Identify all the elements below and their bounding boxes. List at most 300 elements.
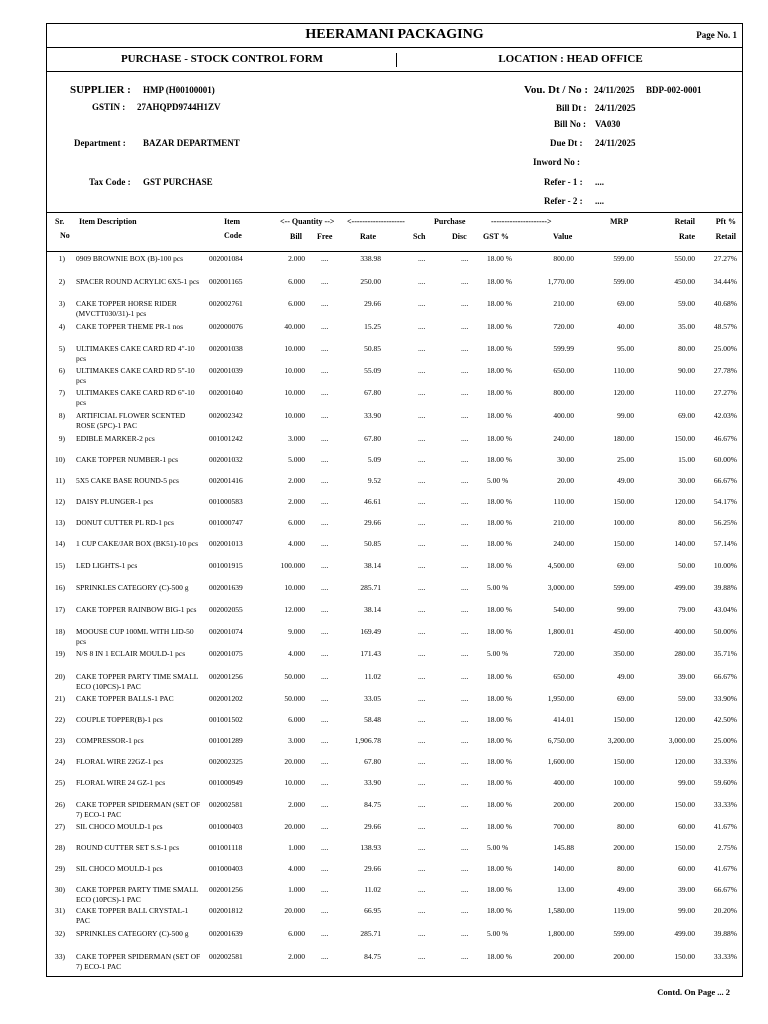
row-item-code: 002001039 (209, 366, 243, 375)
row-disc: .... (461, 800, 469, 809)
row-sch: .... (418, 411, 426, 420)
row-value: 1,950.00 (547, 694, 574, 703)
row-retail-rate: 550.00 (674, 254, 695, 263)
row-sch: .... (418, 476, 426, 485)
row-disc: .... (461, 322, 469, 331)
row-rate: 250.00 (360, 277, 381, 286)
row-sr: 4) (58, 322, 65, 331)
row-pft: 41.67% (713, 822, 737, 831)
row-disc: .... (461, 254, 469, 263)
row-sch: .... (418, 800, 426, 809)
voucher-info (47, 72, 742, 212)
row-bill-qty: 4.000 (288, 649, 305, 658)
taxcode-label: Tax Code : (89, 177, 131, 187)
row-item-code: 001001915 (209, 561, 243, 570)
row-mrp: 599.00 (613, 583, 634, 592)
row-mrp: 350.00 (613, 649, 634, 658)
row-description: CAKE TOPPER BALL CRYSTAL-1 PAC (76, 906, 189, 925)
row-disc: .... (461, 497, 469, 506)
department-value: BAZAR DEPARTMENT (143, 138, 240, 148)
row-disc: .... (461, 561, 469, 570)
row-rate: 29.66 (364, 299, 381, 308)
row-value: 650.00 (553, 672, 574, 681)
row-gst: 5.00 % (487, 476, 509, 485)
row-bill-qty: 6.000 (288, 715, 305, 724)
row-description: CAKE TOPPER THEME PR-1 nos (76, 322, 184, 331)
row-disc: .... (461, 518, 469, 527)
row-item-code: 001001118 (209, 843, 243, 852)
vou-number: BDP-002-0001 (646, 85, 702, 95)
row-rate: 15.25 (364, 322, 381, 331)
row-rate: 11.02 (364, 672, 381, 681)
col-code: Code (224, 231, 242, 240)
row-pft: 27.78% (713, 366, 737, 375)
row-rate: 67.80 (364, 757, 381, 766)
row-gst: 5.00 % (487, 929, 509, 938)
row-item-code: 002002342 (209, 411, 243, 420)
row-mrp: 40.00 (617, 322, 634, 331)
row-item-code: 002001013 (209, 539, 243, 548)
refer1-label: Refer - 1 : (544, 177, 583, 187)
row-mrp: 150.00 (613, 757, 634, 766)
row-retail-rate: 59.00 (678, 299, 695, 308)
row-free-qty: .... (321, 800, 329, 809)
row-disc: .... (461, 476, 469, 485)
row-item-code: 001001289 (209, 736, 243, 745)
row-pft: 56.25% (713, 518, 737, 527)
row-mrp: 100.00 (613, 518, 634, 527)
row-retail-rate: 150.00 (674, 843, 695, 852)
col-item: Item (224, 217, 240, 226)
supplier-value: HMP (H00100001) (143, 85, 215, 95)
row-sch: .... (418, 822, 426, 831)
row-disc: .... (461, 864, 469, 873)
row-rate: 58.48 (364, 715, 381, 724)
row-rate: 138.93 (360, 843, 381, 852)
row-value: 650.00 (553, 366, 574, 375)
form-name: PURCHASE - STOCK CONTROL FORM (120, 53, 324, 65)
row-mrp: 99.00 (617, 411, 634, 420)
row-sch: .... (418, 497, 426, 506)
row-sch: .... (418, 843, 426, 852)
refer2-label: Refer - 2 : (544, 196, 583, 206)
row-mrp: 599.00 (613, 929, 634, 938)
row-value: 800.00 (553, 254, 574, 263)
row-description: MOOUSE CUP 100ML WITH LID-50 pcs (76, 627, 194, 646)
row-pft: 25.00% (713, 344, 737, 353)
row-description: CAKE TOPPER HORSE RIDER (MVCTT030/31)-1 pcs (76, 299, 177, 318)
row-description: SIL CHOCO MOULD-1 pcs (76, 822, 163, 831)
row-gst: 18.00 % (487, 715, 512, 724)
row-pft: 20.20% (713, 906, 737, 915)
row-gst: 18.00 % (487, 455, 512, 464)
row-sch: .... (418, 757, 426, 766)
row-pft: 48.57% (713, 322, 737, 331)
form-bar (47, 48, 742, 72)
row-gst: 18.00 % (487, 736, 512, 745)
row-mrp: 150.00 (613, 715, 634, 724)
row-value: 110.00 (553, 497, 574, 506)
row-description: 5X5 CAKE BASE ROUND-5 pcs (76, 476, 179, 485)
row-free-qty: .... (321, 411, 329, 420)
row-bill-qty: 10.000 (284, 366, 305, 375)
row-item-code: 002001084 (209, 254, 243, 263)
row-item-code: 001000403 (209, 822, 243, 831)
row-mrp: 3,200.00 (607, 736, 634, 745)
row-free-qty: .... (321, 539, 329, 548)
row-sch: .... (418, 605, 426, 614)
row-sr: 33) (55, 952, 65, 961)
row-disc: .... (461, 929, 469, 938)
col-mrp: MRP (610, 217, 629, 226)
row-sr: 30) (55, 885, 65, 894)
row-disc: .... (461, 736, 469, 745)
row-sr: 3) (58, 299, 65, 308)
row-item-code: 002002325 (209, 757, 243, 766)
row-description: CAKE TOPPER NUMBER-1 pcs (76, 455, 179, 464)
row-bill-qty: 6.000 (288, 518, 305, 527)
row-gst: 18.00 % (487, 561, 512, 570)
row-disc: .... (461, 605, 469, 614)
row-value: 1,600.00 (547, 757, 574, 766)
row-rate: 67.80 (364, 388, 381, 397)
row-rate: 33.90 (364, 411, 381, 420)
col-bill: Bill (290, 232, 303, 241)
location: LOCATION : HEAD OFFICE (498, 53, 643, 65)
row-sch: .... (418, 627, 426, 636)
row-disc: .... (461, 843, 469, 852)
row-pft: 57.14% (713, 539, 737, 548)
row-description: ROUND CUTTER SET S.S-1 pcs (76, 843, 179, 852)
row-value: 700.00 (553, 822, 574, 831)
row-free-qty: .... (321, 322, 329, 331)
row-description: CAKE TOPPER SPIDERMAN (SET OF 7) ECO-1 PAC (76, 800, 201, 819)
supplier-label: SUPPLIER : (70, 84, 131, 96)
row-mrp: 200.00 (613, 843, 634, 852)
row-sr: 14) (55, 539, 65, 548)
row-sch: .... (418, 885, 426, 894)
row-sr: 23) (55, 736, 65, 745)
row-pft: 27.27% (713, 388, 737, 397)
row-bill-qty: 50.000 (284, 672, 305, 681)
row-pft: 35.71% (713, 649, 737, 658)
row-pft: 42.03% (713, 411, 737, 420)
row-item-code: 001001502 (209, 715, 243, 724)
row-bill-qty: 10.000 (284, 778, 305, 787)
row-sr: 1) (58, 254, 65, 263)
row-sch: .... (418, 277, 426, 286)
row-retail-rate: 80.00 (678, 344, 695, 353)
row-sr: 27) (55, 822, 65, 831)
row-bill-qty: 4.000 (288, 539, 305, 548)
row-pft: 39.88% (713, 929, 737, 938)
row-description: CAKE TOPPER PARTY TIME SMALL ECO (10PCS)-1 PAC (76, 885, 199, 904)
row-disc: .... (461, 906, 469, 915)
row-value: 400.00 (553, 411, 574, 420)
row-gst: 18.00 % (487, 254, 512, 263)
company-name: HEERAMANI PACKAGING (305, 27, 484, 42)
row-item-code: 002001032 (209, 455, 243, 464)
row-free-qty: .... (321, 715, 329, 724)
row-bill-qty: 10.000 (284, 583, 305, 592)
row-pft: 41.67% (713, 864, 737, 873)
row-sr: 25) (55, 778, 65, 787)
row-bill-qty: 20.000 (284, 822, 305, 831)
row-mrp: 69.00 (617, 299, 634, 308)
row-sch: .... (418, 539, 426, 548)
col-quantity: <-- Quantity --> (280, 217, 335, 226)
row-value: 30.00 (557, 455, 574, 464)
row-sr: 32) (55, 929, 65, 938)
row-mrp: 80.00 (617, 864, 634, 873)
billno-value: VA030 (595, 119, 621, 129)
col-dashes-left: <-------------------- (347, 217, 405, 226)
row-pft: 42.50% (713, 715, 737, 724)
row-sr: 13) (55, 518, 65, 527)
row-sch: .... (418, 344, 426, 353)
col-rate: Rate (360, 232, 376, 241)
row-description: EDIBLE MARKER-2 pcs (76, 434, 155, 443)
row-retail-rate: 59.00 (678, 694, 695, 703)
row-sr: 6) (58, 366, 65, 375)
col-free: Free (317, 232, 333, 241)
department-label: Department : (74, 138, 126, 148)
row-item-code: 002002055 (209, 605, 243, 614)
row-rate: 67.80 (364, 434, 381, 443)
row-free-qty: .... (321, 561, 329, 570)
row-free-qty: .... (321, 344, 329, 353)
row-description: DONUT CUTTER PL RD-1 pcs (76, 518, 174, 527)
row-disc: .... (461, 455, 469, 464)
row-disc: .... (461, 627, 469, 636)
row-sch: .... (418, 322, 426, 331)
row-value: 145.88 (553, 843, 574, 852)
billno-label: Bill No : (554, 119, 587, 129)
col-pft: Pft % (715, 217, 736, 226)
row-sr: 31) (55, 906, 65, 915)
col-gst: GST % (483, 232, 509, 241)
row-description: SPRINKLES CATEGORY (C)-500 g (76, 929, 189, 938)
row-rate: 338.98 (360, 254, 381, 263)
row-mrp: 599.00 (613, 277, 634, 286)
row-free-qty: .... (321, 906, 329, 915)
row-pft: 40.68% (713, 299, 737, 308)
row-bill-qty: 10.000 (284, 344, 305, 353)
row-rate: 171.43 (360, 649, 381, 658)
row-item-code: 002001256 (209, 672, 243, 681)
row-description: SPACER ROUND ACRYLIC 6X5-1 pcs (76, 277, 200, 286)
row-disc: .... (461, 344, 469, 353)
row-description: CAKE TOPPER SPIDERMAN (SET OF 7) ECO-1 PAC (76, 952, 201, 971)
row-value: 599.99 (553, 344, 574, 353)
row-value: 240.00 (553, 539, 574, 548)
row-pft: 2.75% (717, 843, 737, 852)
col-desc: Item Description (79, 217, 137, 226)
col-pft-retail: Retail (715, 232, 736, 241)
row-mrp: 100.00 (613, 778, 634, 787)
row-sch: .... (418, 254, 426, 263)
row-sch: .... (418, 583, 426, 592)
row-sch: .... (418, 299, 426, 308)
row-bill-qty: 1.000 (288, 843, 305, 852)
row-sch: .... (418, 561, 426, 570)
duedt-label: Due Dt : (550, 138, 583, 148)
row-value: 200.00 (553, 800, 574, 809)
col-disc: Disc (452, 232, 467, 241)
row-description: ULTIMAKES CAKE CARD RD 4"-10 pcs (76, 344, 195, 363)
row-free-qty: .... (321, 388, 329, 397)
row-mrp: 110.00 (613, 366, 634, 375)
billdt-value: 24/11/2025 (595, 103, 636, 113)
header-divider (396, 53, 397, 67)
row-value: 400.00 (553, 778, 574, 787)
row-sch: .... (418, 694, 426, 703)
row-disc: .... (461, 778, 469, 787)
row-retail-rate: 99.00 (678, 906, 695, 915)
row-rate: 29.66 (364, 822, 381, 831)
row-pft: 33.90% (713, 694, 737, 703)
row-pft: 10.00% (713, 561, 737, 570)
row-item-code: 002001639 (209, 929, 243, 938)
row-bill-qty: 2.000 (288, 476, 305, 485)
row-retail-rate: 120.00 (674, 497, 695, 506)
row-disc: .... (461, 434, 469, 443)
row-description: FLORAL WIRE 24 GZ-1 pcs (76, 778, 166, 787)
row-free-qty: .... (321, 885, 329, 894)
col-dashes-right: ---------------------> (491, 217, 552, 226)
row-gst: 18.00 % (487, 627, 512, 636)
row-item-code: 002001639 (209, 583, 243, 592)
row-description: 1 CUP CAKE/JAR BOX (BK51)-10 pcs (76, 539, 199, 548)
row-description: ULTIMAKES CAKE CARD RD 5"-10 pcs (76, 366, 195, 385)
row-description: SIL CHOCO MOULD-1 pcs (76, 864, 163, 873)
row-pft: 66.67% (713, 476, 737, 485)
row-gst: 18.00 % (487, 694, 512, 703)
row-bill-qty: 2.000 (288, 497, 305, 506)
row-rate: 1,906.78 (354, 736, 381, 745)
row-rate: 9.52 (367, 476, 381, 485)
row-sr: 9) (58, 434, 65, 443)
row-bill-qty: 6.000 (288, 929, 305, 938)
row-gst: 5.00 % (487, 649, 509, 658)
row-mrp: 120.00 (613, 388, 634, 397)
row-gst: 18.00 % (487, 388, 512, 397)
col-retail-rate: Rate (679, 232, 695, 241)
row-description: DAISY PLUNGER-1 pcs (76, 497, 154, 506)
row-rate: 169.49 (360, 627, 381, 636)
row-sch: .... (418, 455, 426, 464)
row-free-qty: .... (321, 843, 329, 852)
row-item-code: 001001242 (209, 434, 243, 443)
row-sr: 18) (55, 627, 65, 636)
row-disc: .... (461, 757, 469, 766)
row-value: 540.00 (553, 605, 574, 614)
row-mrp: 49.00 (617, 885, 634, 894)
row-sr: 28) (55, 843, 65, 852)
row-gst: 18.00 % (487, 605, 512, 614)
col-no: No (60, 231, 70, 240)
row-description: CAKE TOPPER RAINBOW BIG-1 pcs (76, 605, 197, 614)
row-description: CAKE TOPPER PARTY TIME SMALL ECO (10PCS)-1 PAC (76, 672, 199, 691)
row-retail-rate: 79.00 (678, 605, 695, 614)
row-sr: 29) (55, 864, 65, 873)
row-description: LED LIGHTS-1 pcs (76, 561, 138, 570)
row-rate: 11.02 (364, 885, 381, 894)
duedt-value: 24/11/2025 (595, 138, 636, 148)
row-item-code: 002002761 (209, 299, 243, 308)
row-bill-qty: 2.000 (288, 800, 305, 809)
row-gst: 18.00 % (487, 906, 512, 915)
row-free-qty: .... (321, 778, 329, 787)
row-rate: 66.95 (364, 906, 381, 915)
row-gst: 18.00 % (487, 800, 512, 809)
row-mrp: 150.00 (613, 497, 634, 506)
row-disc: .... (461, 715, 469, 724)
row-sch: .... (418, 518, 426, 527)
page-number: Page No. 1 (696, 30, 737, 40)
row-description: FLORAL WIRE 22GZ-1 pcs (76, 757, 164, 766)
row-rate: 5.09 (367, 455, 381, 464)
row-bill-qty: 1.000 (288, 885, 305, 894)
row-retail-rate: 50.00 (678, 561, 695, 570)
form-frame (46, 23, 743, 977)
row-sr: 20) (55, 672, 65, 681)
row-mrp: 599.00 (613, 254, 634, 263)
row-sch: .... (418, 649, 426, 658)
row-gst: 18.00 % (487, 952, 512, 961)
billdt-label: Bill Dt : (556, 103, 587, 113)
row-mrp: 49.00 (617, 476, 634, 485)
row-pft: 34.44% (713, 277, 737, 286)
row-retail-rate: 3,000.00 (668, 736, 695, 745)
gstin-label: GSTIN : (92, 102, 126, 112)
row-value: 1,800.01 (547, 627, 574, 636)
row-item-code: 002001202 (209, 694, 243, 703)
row-value: 20.00 (557, 476, 574, 485)
row-value: 414.01 (553, 715, 574, 724)
row-item-code: 001000583 (209, 497, 243, 506)
row-free-qty: .... (321, 497, 329, 506)
row-gst: 18.00 % (487, 778, 512, 787)
row-gst: 18.00 % (487, 299, 512, 308)
row-bill-qty: 100.000 (280, 561, 305, 570)
row-disc: .... (461, 299, 469, 308)
row-mrp: 99.00 (617, 605, 634, 614)
row-description: N/S 8 IN 1 ECLAIR MOULD-1 pcs (76, 649, 186, 658)
row-free-qty: .... (321, 864, 329, 873)
row-sch: .... (418, 388, 426, 397)
gstin-value: 27AHQPD9744H1ZV (137, 102, 221, 112)
row-retail-rate: 150.00 (674, 800, 695, 809)
row-gst: 18.00 % (487, 822, 512, 831)
row-pft: 27.27% (713, 254, 737, 263)
col-sr: Sr. (55, 217, 65, 226)
row-value: 1,800.00 (547, 929, 574, 938)
row-sr: 7) (58, 388, 65, 397)
row-free-qty: .... (321, 455, 329, 464)
col-value: Value (553, 232, 573, 241)
row-bill-qty: 2.000 (288, 254, 305, 263)
row-value: 13.00 (557, 885, 574, 894)
row-gst: 18.00 % (487, 277, 512, 286)
row-rate: 84.75 (364, 800, 381, 809)
row-free-qty: .... (321, 434, 329, 443)
row-bill-qty: 6.000 (288, 277, 305, 286)
row-item-code: 002001256 (209, 885, 243, 894)
row-free-qty: .... (321, 366, 329, 375)
row-sr: 11) (55, 476, 65, 485)
row-disc: .... (461, 388, 469, 397)
